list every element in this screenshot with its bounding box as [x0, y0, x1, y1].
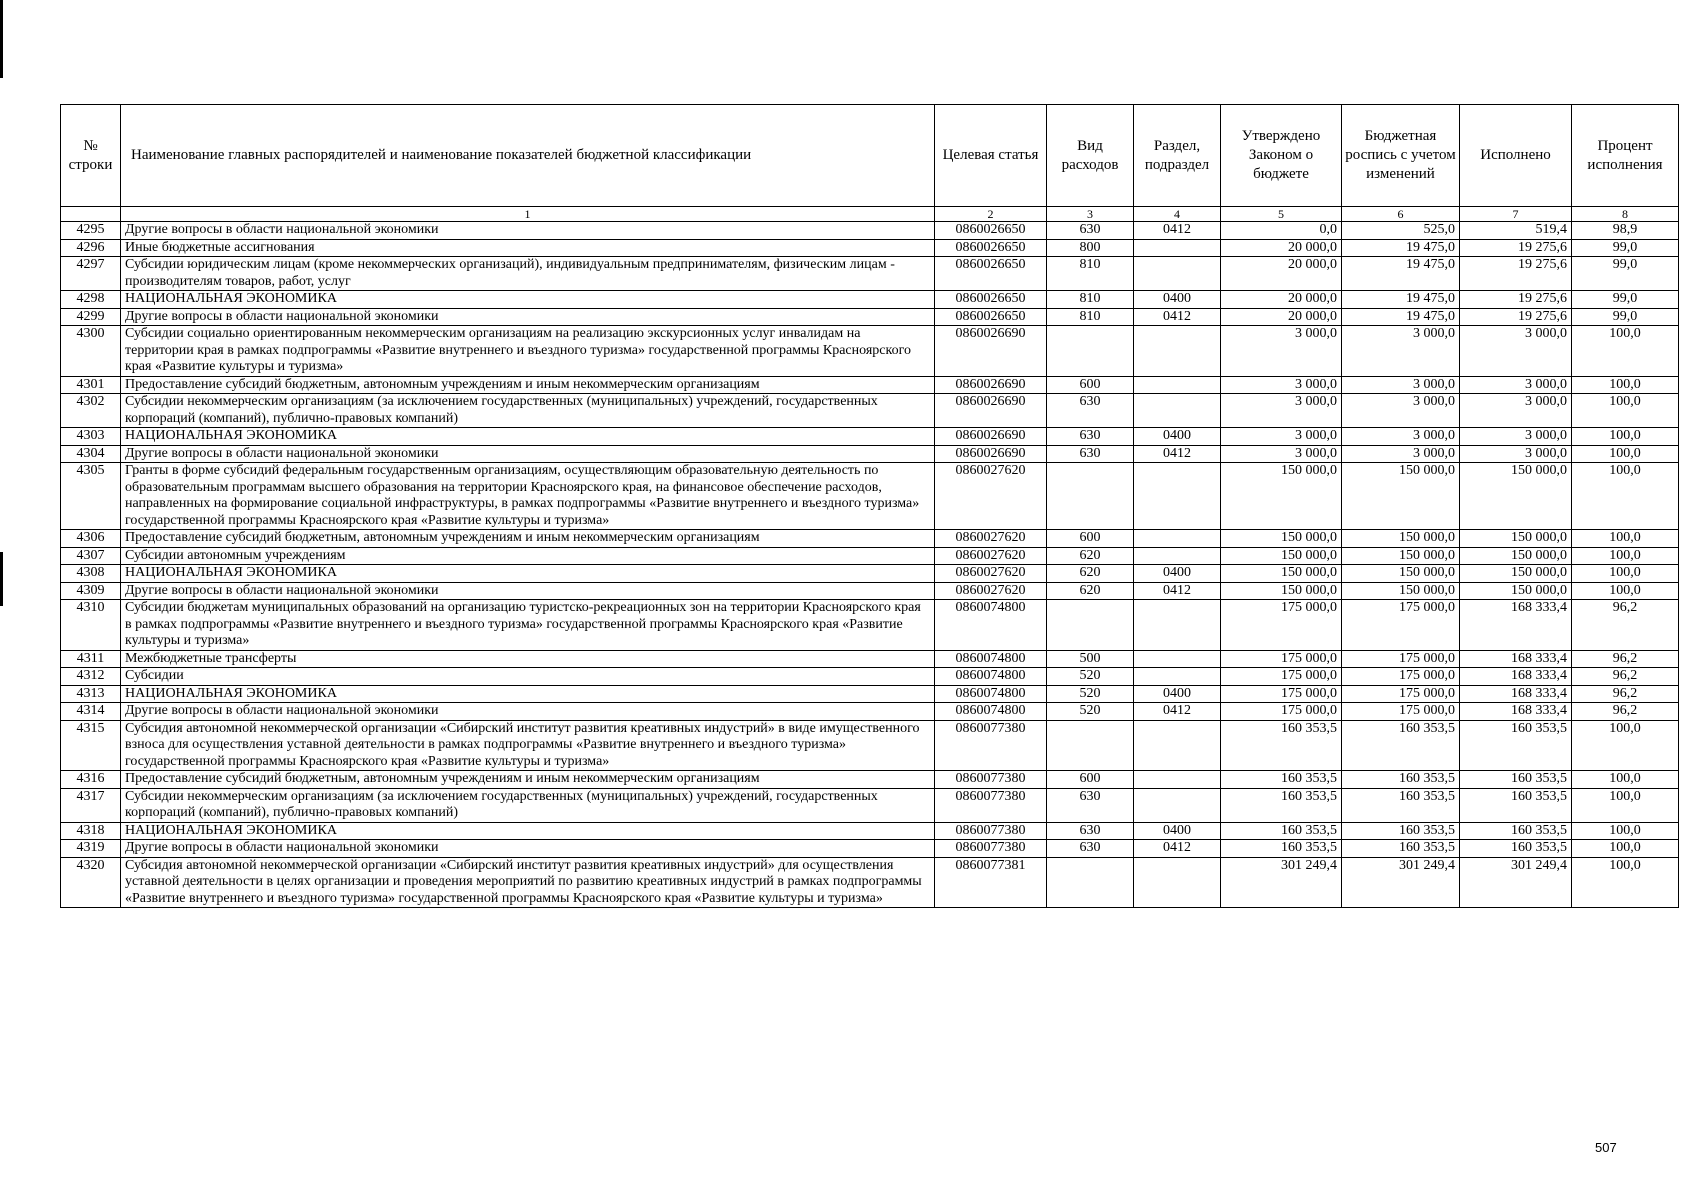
section-code	[1134, 788, 1221, 822]
section-code	[1134, 394, 1221, 428]
section-code: 0412	[1134, 445, 1221, 463]
execution-percent: 100,0	[1572, 445, 1679, 463]
executed-amount: 19 275,6	[1460, 239, 1572, 257]
expense-type	[1047, 720, 1134, 771]
target-article: 0860074800	[935, 703, 1047, 721]
expense-type: 620	[1047, 547, 1134, 565]
table-row	[61, 600, 1679, 651]
expense-type: 520	[1047, 685, 1134, 703]
table-row	[61, 428, 1679, 446]
table-row	[61, 565, 1679, 583]
target-article: 0860027620	[935, 463, 1047, 530]
expense-type: 630	[1047, 445, 1134, 463]
row-number: 4308	[61, 565, 121, 583]
executed-amount: 168 333,4	[1460, 650, 1572, 668]
executed-amount: 19 275,6	[1460, 257, 1572, 291]
header-row-number: № строки	[61, 105, 121, 207]
row-name: Гранты в форме субсидий федеральным государственным организациям, осуществляющим образовательную деятельность по образовательным программам высшего образования на территории Красноярского края, на финансовое обеспечение расходов, направленных на формирование социальной инфраструктуры, в рамках подпрограммы «Развитие внутреннего и въездного туризма» государственной программы Красноярского края «Развитие культуры и туризма»	[121, 463, 935, 530]
header-executed: Исполнено	[1460, 105, 1572, 207]
expense-type: 520	[1047, 668, 1134, 686]
execution-percent: 100,0	[1572, 530, 1679, 548]
scan-edge-mark-top	[0, 0, 3, 78]
approved-amount: 160 353,5	[1221, 771, 1342, 789]
table-row	[61, 376, 1679, 394]
budget-schedule-amount: 175 000,0	[1342, 703, 1460, 721]
approved-amount: 20 000,0	[1221, 239, 1342, 257]
table-row	[61, 445, 1679, 463]
budget-schedule-amount: 3 000,0	[1342, 376, 1460, 394]
table-row	[61, 771, 1679, 789]
target-article: 0860027620	[935, 565, 1047, 583]
approved-amount: 150 000,0	[1221, 565, 1342, 583]
budget-table	[60, 104, 1679, 908]
page-number: 507	[1595, 1140, 1617, 1155]
execution-percent: 100,0	[1572, 788, 1679, 822]
approved-amount: 150 000,0	[1221, 463, 1342, 530]
expense-type: 810	[1047, 308, 1134, 326]
row-name: Субсидия автономной некоммерческой организации «Сибирский институт развития креативных индустрий» для осуществления уставной деятельности в целях организации и проведения мероприятий по развитию креативных индустрий в рамках подпрограммы «Развитие внутреннего и въездного туризма» государственной программы Красноярского края «Развитие культуры и туризма»	[121, 857, 935, 908]
expense-type: 600	[1047, 376, 1134, 394]
expense-type: 630	[1047, 222, 1134, 240]
row-name: Другие вопросы в области национальной экономики	[121, 582, 935, 600]
header-name: Наименование главных распорядителей и наименование показателей бюджетной классификации	[121, 105, 935, 207]
expense-type: 620	[1047, 582, 1134, 600]
expense-type: 630	[1047, 394, 1134, 428]
approved-amount: 3 000,0	[1221, 428, 1342, 446]
row-number: 4295	[61, 222, 121, 240]
execution-percent: 96,2	[1572, 703, 1679, 721]
row-number: 4303	[61, 428, 121, 446]
budget-schedule-amount: 175 000,0	[1342, 685, 1460, 703]
expense-type: 500	[1047, 650, 1134, 668]
section-code: 0400	[1134, 428, 1221, 446]
header-expense-type: Вид расходов	[1047, 105, 1134, 207]
executed-amount: 160 353,5	[1460, 771, 1572, 789]
executed-amount: 168 333,4	[1460, 600, 1572, 651]
executed-amount: 3 000,0	[1460, 394, 1572, 428]
execution-percent: 99,0	[1572, 257, 1679, 291]
row-number: 4300	[61, 326, 121, 377]
target-article: 0860026650	[935, 239, 1047, 257]
section-code	[1134, 668, 1221, 686]
row-number: 4310	[61, 600, 121, 651]
target-article: 0860077380	[935, 771, 1047, 789]
approved-amount: 160 353,5	[1221, 822, 1342, 840]
expense-type: 810	[1047, 257, 1134, 291]
section-code	[1134, 239, 1221, 257]
executed-amount: 3 000,0	[1460, 326, 1572, 377]
approved-amount: 3 000,0	[1221, 445, 1342, 463]
row-name: Субсидии некоммерческим организациям (за исключением государственных (муниципальных) учреждений, государственных корпораций (компаний), публично-правовых компаний)	[121, 788, 935, 822]
table-row	[61, 822, 1679, 840]
approved-amount: 160 353,5	[1221, 720, 1342, 771]
executed-amount: 3 000,0	[1460, 376, 1572, 394]
executed-amount: 168 333,4	[1460, 685, 1572, 703]
table-row	[61, 685, 1679, 703]
row-name: Другие вопросы в области национальной экономики	[121, 308, 935, 326]
row-name: Предоставление субсидий бюджетным, автономным учреждениям и иным некоммерческим организациям	[121, 771, 935, 789]
table-row	[61, 788, 1679, 822]
budget-schedule-amount: 150 000,0	[1342, 582, 1460, 600]
section-code	[1134, 257, 1221, 291]
table-row	[61, 463, 1679, 530]
table-row	[61, 530, 1679, 548]
approved-amount: 175 000,0	[1221, 600, 1342, 651]
row-number: 4314	[61, 703, 121, 721]
execution-percent: 100,0	[1572, 463, 1679, 530]
executed-amount: 19 275,6	[1460, 308, 1572, 326]
row-number: 4319	[61, 840, 121, 858]
approved-amount: 20 000,0	[1221, 308, 1342, 326]
target-article: 0860074800	[935, 668, 1047, 686]
executed-amount: 168 333,4	[1460, 668, 1572, 686]
section-code	[1134, 530, 1221, 548]
expense-type: 600	[1047, 771, 1134, 789]
execution-percent: 100,0	[1572, 376, 1679, 394]
row-name: Субсидии	[121, 668, 935, 686]
execution-percent: 96,2	[1572, 600, 1679, 651]
expense-type	[1047, 857, 1134, 908]
section-code: 0412	[1134, 222, 1221, 240]
section-code	[1134, 650, 1221, 668]
header-percent: Процент исполнения	[1572, 105, 1679, 207]
execution-percent: 100,0	[1572, 857, 1679, 908]
target-article: 0860077380	[935, 788, 1047, 822]
expense-type: 630	[1047, 840, 1134, 858]
budget-schedule-amount: 3 000,0	[1342, 445, 1460, 463]
budget-schedule-amount: 19 475,0	[1342, 257, 1460, 291]
row-number: 4301	[61, 376, 121, 394]
budget-schedule-amount: 19 475,0	[1342, 239, 1460, 257]
budget-schedule-amount: 175 000,0	[1342, 600, 1460, 651]
row-name: НАЦИОНАЛЬНАЯ ЭКОНОМИКА	[121, 822, 935, 840]
execution-percent: 100,0	[1572, 565, 1679, 583]
target-article: 0860027620	[935, 547, 1047, 565]
column-number-row	[61, 207, 1679, 222]
execution-percent: 99,0	[1572, 291, 1679, 309]
expense-type: 600	[1047, 530, 1134, 548]
target-article: 0860077381	[935, 857, 1047, 908]
header-approved: Утверждено Законом о бюджете	[1221, 105, 1342, 207]
table-row	[61, 857, 1679, 908]
target-article: 0860026650	[935, 222, 1047, 240]
table-row	[61, 650, 1679, 668]
row-name: Субсидии бюджетам муниципальных образований на организацию туристско-рекреационных зон на территории Красноярского края в рамках подпрограммы «Развитие внутреннего и въездного туризма» государственной программы Красноярского края «Развитие культуры и туризма»	[121, 600, 935, 651]
row-name: НАЦИОНАЛЬНАЯ ЭКОНОМИКА	[121, 428, 935, 446]
row-number: 4298	[61, 291, 121, 309]
row-name: Субсидии некоммерческим организациям (за исключением государственных (муниципальных) учреждений, государственных корпораций (компаний), публично-правовых компаний)	[121, 394, 935, 428]
section-code: 0412	[1134, 703, 1221, 721]
table-row	[61, 703, 1679, 721]
row-name: Иные бюджетные ассигнования	[121, 239, 935, 257]
approved-amount: 175 000,0	[1221, 650, 1342, 668]
target-article: 0860074800	[935, 650, 1047, 668]
approved-amount: 20 000,0	[1221, 257, 1342, 291]
budget-schedule-amount: 19 475,0	[1342, 291, 1460, 309]
execution-percent: 96,2	[1572, 650, 1679, 668]
target-article: 0860026650	[935, 291, 1047, 309]
target-article: 0860077380	[935, 822, 1047, 840]
row-name: НАЦИОНАЛЬНАЯ ЭКОНОМИКА	[121, 685, 935, 703]
row-number: 4302	[61, 394, 121, 428]
row-number: 4315	[61, 720, 121, 771]
budget-schedule-amount: 3 000,0	[1342, 326, 1460, 377]
execution-percent: 100,0	[1572, 326, 1679, 377]
executed-amount: 3 000,0	[1460, 428, 1572, 446]
section-code: 0400	[1134, 822, 1221, 840]
row-name: Другие вопросы в области национальной экономики	[121, 222, 935, 240]
expense-type: 620	[1047, 565, 1134, 583]
row-name: Другие вопросы в области национальной экономики	[121, 840, 935, 858]
row-name: НАЦИОНАЛЬНАЯ ЭКОНОМИКА	[121, 291, 935, 309]
expense-type	[1047, 326, 1134, 377]
row-number: 4309	[61, 582, 121, 600]
budget-schedule-amount: 3 000,0	[1342, 428, 1460, 446]
table-row	[61, 582, 1679, 600]
column-number: 2	[935, 207, 1047, 222]
section-code: 0412	[1134, 840, 1221, 858]
executed-amount: 160 353,5	[1460, 822, 1572, 840]
execution-percent: 99,0	[1572, 308, 1679, 326]
executed-amount: 160 353,5	[1460, 720, 1572, 771]
row-number: 4304	[61, 445, 121, 463]
row-name: Субсидии социально ориентированным некоммерческим организациям на реализацию экскурсионных услуг инвалидам на территории края в рамках подпрограммы «Развитие внутреннего и въездного туризма» государственной программы Красноярского края «Развитие культуры и туризма»	[121, 326, 935, 377]
expense-type: 800	[1047, 239, 1134, 257]
row-number: 4299	[61, 308, 121, 326]
row-name: Другие вопросы в области национальной экономики	[121, 445, 935, 463]
expense-type: 630	[1047, 822, 1134, 840]
target-article: 0860074800	[935, 600, 1047, 651]
target-article: 0860027620	[935, 582, 1047, 600]
row-name: Субсидии автономным учреждениям	[121, 547, 935, 565]
executed-amount: 301 249,4	[1460, 857, 1572, 908]
column-number: 4	[1134, 207, 1221, 222]
approved-amount: 301 249,4	[1221, 857, 1342, 908]
section-code	[1134, 771, 1221, 789]
budget-schedule-amount: 160 353,5	[1342, 771, 1460, 789]
approved-amount: 150 000,0	[1221, 530, 1342, 548]
execution-percent: 100,0	[1572, 547, 1679, 565]
row-name: Предоставление субсидий бюджетным, автономным учреждениям и иным некоммерческим организациям	[121, 376, 935, 394]
expense-type: 630	[1047, 428, 1134, 446]
section-code	[1134, 326, 1221, 377]
row-number: 4306	[61, 530, 121, 548]
section-code	[1134, 376, 1221, 394]
execution-percent: 100,0	[1572, 840, 1679, 858]
section-code	[1134, 600, 1221, 651]
table-header	[61, 105, 1679, 222]
target-article: 0860026690	[935, 428, 1047, 446]
target-article: 0860074800	[935, 685, 1047, 703]
row-number: 4318	[61, 822, 121, 840]
row-name: Субсидии юридическим лицам (кроме некоммерческих организаций), индивидуальным предпринимателям, физическим лицам - производителям товаров, работ, услуг	[121, 257, 935, 291]
budget-schedule-amount: 301 249,4	[1342, 857, 1460, 908]
section-code: 0400	[1134, 685, 1221, 703]
row-name: Другие вопросы в области национальной экономики	[121, 703, 935, 721]
section-code	[1134, 857, 1221, 908]
executed-amount: 160 353,5	[1460, 788, 1572, 822]
approved-amount: 160 353,5	[1221, 788, 1342, 822]
execution-percent: 100,0	[1572, 582, 1679, 600]
execution-percent: 98,9	[1572, 222, 1679, 240]
table-row	[61, 668, 1679, 686]
executed-amount: 150 000,0	[1460, 547, 1572, 565]
approved-amount: 150 000,0	[1221, 582, 1342, 600]
budget-schedule-amount: 175 000,0	[1342, 650, 1460, 668]
approved-amount: 175 000,0	[1221, 703, 1342, 721]
row-number: 4305	[61, 463, 121, 530]
row-number: 4313	[61, 685, 121, 703]
row-name: НАЦИОНАЛЬНАЯ ЭКОНОМИКА	[121, 565, 935, 583]
budget-schedule-amount: 160 353,5	[1342, 788, 1460, 822]
executed-amount: 150 000,0	[1460, 565, 1572, 583]
expense-type	[1047, 463, 1134, 530]
header-section: Раздел, подраздел	[1134, 105, 1221, 207]
executed-amount: 519,4	[1460, 222, 1572, 240]
section-code: 0412	[1134, 308, 1221, 326]
approved-amount: 3 000,0	[1221, 326, 1342, 377]
expense-type: 810	[1047, 291, 1134, 309]
scan-edge-mark-bottom	[0, 552, 3, 606]
section-code: 0400	[1134, 565, 1221, 583]
budget-schedule-amount: 160 353,5	[1342, 840, 1460, 858]
executed-amount: 150 000,0	[1460, 530, 1572, 548]
budget-schedule-amount: 150 000,0	[1342, 547, 1460, 565]
expense-type	[1047, 600, 1134, 651]
executed-amount: 150 000,0	[1460, 582, 1572, 600]
execution-percent: 100,0	[1572, 394, 1679, 428]
approved-amount: 175 000,0	[1221, 685, 1342, 703]
approved-amount: 160 353,5	[1221, 840, 1342, 858]
column-number: 7	[1460, 207, 1572, 222]
row-name: Предоставление субсидий бюджетным, автономным учреждениям и иным некоммерческим организациям	[121, 530, 935, 548]
header-row	[61, 105, 1679, 207]
row-number: 4311	[61, 650, 121, 668]
execution-percent: 100,0	[1572, 720, 1679, 771]
budget-schedule-amount: 160 353,5	[1342, 822, 1460, 840]
table-body	[61, 222, 1679, 908]
target-article: 0860026690	[935, 376, 1047, 394]
section-code	[1134, 547, 1221, 565]
row-number: 4320	[61, 857, 121, 908]
row-number: 4316	[61, 771, 121, 789]
row-number: 4317	[61, 788, 121, 822]
execution-percent: 99,0	[1572, 239, 1679, 257]
execution-percent: 100,0	[1572, 822, 1679, 840]
target-article: 0860026690	[935, 326, 1047, 377]
budget-schedule-amount: 525,0	[1342, 222, 1460, 240]
column-number: 3	[1047, 207, 1134, 222]
execution-percent: 100,0	[1572, 428, 1679, 446]
target-article: 0860027620	[935, 530, 1047, 548]
section-code: 0412	[1134, 582, 1221, 600]
target-article: 0860026690	[935, 445, 1047, 463]
column-number: 6	[1342, 207, 1460, 222]
table-row	[61, 291, 1679, 309]
table-row	[61, 326, 1679, 377]
table-row	[61, 840, 1679, 858]
section-code	[1134, 720, 1221, 771]
table-row	[61, 394, 1679, 428]
approved-amount: 20 000,0	[1221, 291, 1342, 309]
approved-amount: 175 000,0	[1221, 668, 1342, 686]
table-row	[61, 308, 1679, 326]
column-number: 5	[1221, 207, 1342, 222]
budget-schedule-amount: 160 353,5	[1342, 720, 1460, 771]
section-code	[1134, 463, 1221, 530]
approved-amount: 0,0	[1221, 222, 1342, 240]
executed-amount: 150 000,0	[1460, 463, 1572, 530]
budget-schedule-amount: 175 000,0	[1342, 668, 1460, 686]
target-article: 0860077380	[935, 840, 1047, 858]
budget-schedule-amount: 3 000,0	[1342, 394, 1460, 428]
header-target-article: Целевая статья	[935, 105, 1047, 207]
header-budget-schedule: Бюджетная роспись с учетом изменений	[1342, 105, 1460, 207]
executed-amount: 160 353,5	[1460, 840, 1572, 858]
executed-amount: 168 333,4	[1460, 703, 1572, 721]
target-article: 0860026650	[935, 308, 1047, 326]
executed-amount: 3 000,0	[1460, 445, 1572, 463]
execution-percent: 96,2	[1572, 668, 1679, 686]
table-row	[61, 720, 1679, 771]
budget-schedule-amount: 19 475,0	[1342, 308, 1460, 326]
target-article: 0860026690	[935, 394, 1047, 428]
approved-amount: 150 000,0	[1221, 547, 1342, 565]
target-article: 0860026650	[935, 257, 1047, 291]
execution-percent: 96,2	[1572, 685, 1679, 703]
expense-type: 630	[1047, 788, 1134, 822]
column-number: 1	[121, 207, 935, 222]
row-name: Межбюджетные трансферты	[121, 650, 935, 668]
target-article: 0860077380	[935, 720, 1047, 771]
row-number: 4307	[61, 547, 121, 565]
table-row	[61, 257, 1679, 291]
budget-schedule-amount: 150 000,0	[1342, 565, 1460, 583]
column-number: 8	[1572, 207, 1679, 222]
row-number: 4312	[61, 668, 121, 686]
column-number	[61, 207, 121, 222]
execution-percent: 100,0	[1572, 771, 1679, 789]
table-row	[61, 239, 1679, 257]
row-number: 4296	[61, 239, 121, 257]
row-number: 4297	[61, 257, 121, 291]
budget-schedule-amount: 150 000,0	[1342, 530, 1460, 548]
section-code: 0400	[1134, 291, 1221, 309]
table-row	[61, 547, 1679, 565]
row-name: Субсидия автономной некоммерческой организации «Сибирский институт развития креативных индустрий» в виде имущественного взноса для осуществления уставной деятельности в рамках подпрограммы «Развитие внутреннего и въездного туризма» государственной программы Красноярского края «Развитие культуры и туризма»	[121, 720, 935, 771]
approved-amount: 3 000,0	[1221, 376, 1342, 394]
table-row	[61, 222, 1679, 240]
executed-amount: 19 275,6	[1460, 291, 1572, 309]
budget-schedule-amount: 150 000,0	[1342, 463, 1460, 530]
approved-amount: 3 000,0	[1221, 394, 1342, 428]
expense-type: 520	[1047, 703, 1134, 721]
